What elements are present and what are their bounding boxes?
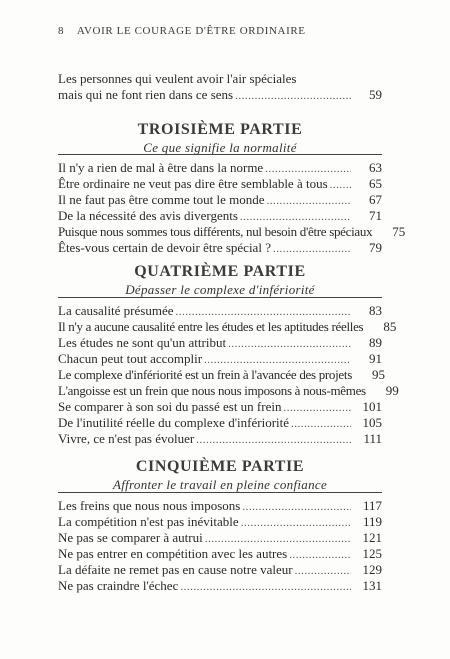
- part-subtitle: Affronter le travail en pleine confiance: [112, 477, 328, 492]
- toc-entry-label: La compétition n'est pas inévitable: [58, 514, 239, 529]
- part-heading: [58, 262, 382, 298]
- toc-entry: [58, 383, 399, 399]
- toc-entry-label: Chacun peut tout accomplir: [58, 351, 203, 366]
- toc-entry-page: 129: [362, 562, 382, 577]
- dot-leader: [330, 176, 351, 193]
- dot-leader: [241, 514, 351, 531]
- toc-entry-label: mais qui ne font rien dans ce sens: [58, 87, 234, 102]
- dot-leader: [283, 399, 351, 416]
- toc-entry-page: 117: [362, 498, 382, 513]
- dot-leader: [266, 192, 351, 209]
- toc-entry: [58, 514, 382, 530]
- toc-entry: [58, 224, 406, 240]
- toc-entry-page: 101: [362, 399, 382, 414]
- toc-entry-label: Les freins que nous nous imposons: [58, 498, 241, 513]
- toc-entry-page: 65: [369, 176, 382, 191]
- toc-entry: [58, 367, 385, 383]
- toc-entry-label: De l'inutilité réelle du complexe d'infériorité: [58, 415, 290, 430]
- toc-entry-page: 71: [369, 208, 382, 223]
- dot-leader: [291, 415, 351, 432]
- toc-entry: [58, 335, 382, 351]
- toc-entry: [58, 578, 382, 594]
- toc-entry-label: Être ordinaire ne veut pas dire être semblable à tous: [58, 176, 328, 191]
- toc-entry: [58, 192, 382, 208]
- toc-entry-label: Ne pas entrer en compétition avec les autres: [58, 546, 288, 561]
- divider-rule: [58, 154, 382, 155]
- toc-entry-label: Vivre, ce n'est pas évoluer: [58, 431, 195, 446]
- toc-entry: [58, 303, 382, 319]
- dot-leader: [273, 240, 351, 257]
- toc-entry-label: Les études ne sont qu'un attribut: [58, 335, 227, 350]
- toc-entry-page: 85: [383, 319, 397, 334]
- toc-entry: [58, 498, 382, 514]
- toc-entry-page: 89: [369, 335, 382, 350]
- toc-entry: [58, 208, 382, 224]
- toc-entry-line: [58, 71, 382, 87]
- toc-entry-label: Il n'y a rien de mal à être dans la norme: [58, 160, 264, 175]
- toc-entry: [58, 240, 382, 256]
- toc-entry-label: Puisque nous sommes tous différents, nul besoin d'être spéciaux: [58, 224, 373, 239]
- toc-entry-label: La défaite ne remet pas en cause notre valeur: [58, 562, 293, 577]
- dot-leader: [228, 335, 351, 352]
- toc-entry-page: 99: [385, 383, 399, 398]
- dot-leader: [235, 87, 351, 104]
- dot-leader: [295, 562, 351, 579]
- toc-entry-page: 91: [369, 351, 382, 366]
- part-title: TROISIÈME PARTIE: [137, 121, 303, 138]
- toc-entry-page: 63: [369, 160, 382, 175]
- toc-entry-page: 125: [362, 546, 382, 561]
- toc-entry: [58, 546, 382, 562]
- toc-entry-page: 131: [362, 578, 382, 593]
- toc-entry: [58, 431, 382, 447]
- toc-entry-page: 79: [369, 240, 382, 255]
- part-subtitle: Dépasser le complexe d'infériorité: [125, 282, 315, 297]
- toc-entry-page: 111: [363, 431, 382, 446]
- toc-part-3: [58, 160, 406, 256]
- running-header: [58, 25, 306, 37]
- toc-entry-page: 119: [362, 514, 382, 529]
- dot-leader: [242, 498, 351, 515]
- dot-leader: [240, 208, 351, 225]
- toc-intro: [58, 71, 382, 103]
- toc-entry-label: Ne pas se comparer à autrui: [58, 530, 203, 545]
- toc-entry: [58, 319, 397, 335]
- toc-entry-label: Êtes-vous certain de devoir être spécial ?: [58, 240, 271, 255]
- toc-entry-label: Il ne faut pas être comme tout le monde: [58, 192, 265, 207]
- toc-entry: [58, 160, 382, 176]
- dot-leader: [205, 530, 351, 547]
- toc-entry-label: Ne pas craindre l'échec: [58, 578, 179, 593]
- running-title: AVOIR LE COURAGE D'ÊTRE ORDINAIRE: [76, 25, 306, 37]
- toc-entry-page: 121: [362, 530, 382, 545]
- dot-leader: [180, 578, 351, 595]
- toc-entry-label: Il n'y a aucune causalité entre les études et les aptitudes réelles: [58, 319, 364, 334]
- toc-entry: [58, 530, 382, 546]
- toc-entry-page: 83: [369, 303, 382, 318]
- toc-entry: [58, 176, 382, 192]
- toc-entry-label: La causalité présumée: [58, 303, 174, 318]
- toc-entry-label: De la nécessité des avis divergents: [58, 208, 238, 223]
- toc-entry: [58, 351, 382, 367]
- toc-entry: [58, 87, 382, 103]
- toc-entry: [58, 415, 382, 431]
- part-title: QUATRIÈME PARTIE: [134, 263, 306, 280]
- divider-rule: [58, 492, 382, 493]
- page-number: 8: [58, 25, 65, 37]
- toc-entry-page: 95: [371, 367, 385, 382]
- toc-entry-page: 67: [369, 192, 382, 207]
- dot-leader: [196, 431, 351, 448]
- toc-entry-page: 105: [362, 415, 382, 430]
- toc-entry: [58, 562, 382, 578]
- toc-entry-label: Les personnes qui veulent avoir l'air spéciales: [58, 71, 297, 86]
- part-title: CINQUIÈME PARTIE: [135, 458, 305, 475]
- toc-entry-label: L'angoisse est un frein que nous nous imposons à nous-mêmes: [58, 383, 366, 398]
- toc-entry: [58, 399, 382, 415]
- part-subtitle: Ce que signifie la normalité: [143, 140, 297, 155]
- divider-rule: [58, 297, 382, 298]
- toc-entry-page: 75: [392, 224, 406, 239]
- part-heading: [58, 457, 382, 493]
- dot-leader: [176, 303, 352, 320]
- toc-entry-label: Le complexe d'infériorité est un frein à l'avancée des projets: [58, 367, 352, 382]
- toc-entry-page: 59: [369, 87, 382, 102]
- dot-leader: [265, 160, 351, 177]
- toc-part-5: [58, 498, 382, 594]
- dot-leader: [204, 351, 351, 368]
- dot-leader: [289, 546, 351, 563]
- toc-entry-label: Se comparer à son soi du passé est un frein: [58, 399, 282, 414]
- part-heading: [58, 120, 382, 156]
- toc-part-4: [58, 303, 399, 447]
